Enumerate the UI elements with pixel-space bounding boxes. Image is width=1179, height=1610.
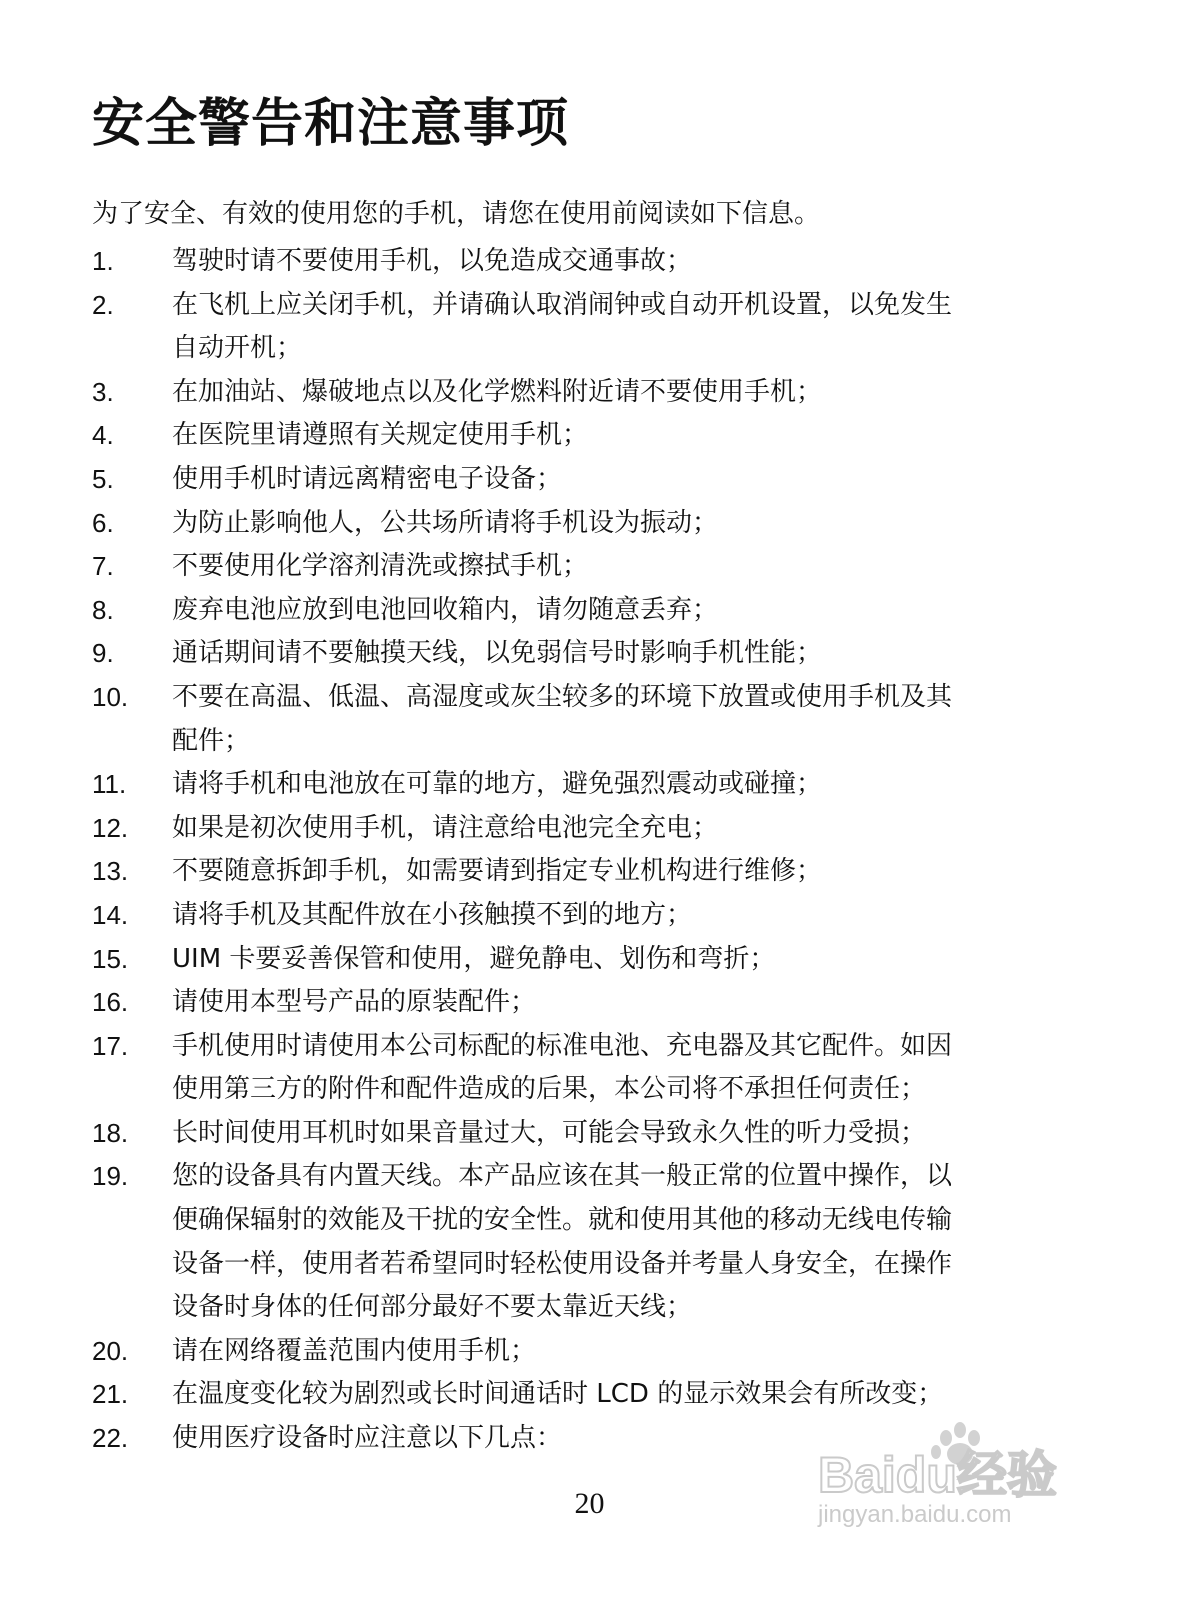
list-item (92, 371, 1082, 415)
item-number: 22. (92, 1423, 129, 1454)
item-text: 在飞机上应关闭手机，并请确认取消闹钟或自动开机设置，以免发生 自动开机； (172, 289, 953, 364)
item-number: 20. (92, 1335, 129, 1366)
list-item (92, 676, 1082, 763)
watermark-url: jingyan.baidu.com (818, 1501, 1012, 1528)
item-number: 3. (92, 376, 114, 407)
item-text: 请使用本型号产品的原装配件； (172, 987, 537, 1018)
item-number: 5. (92, 463, 114, 494)
item-text: 请将手机及其配件放在小孩触摸不到的地方； (172, 899, 693, 930)
item-number: 9. (92, 638, 114, 669)
item-text: 如果是初次使用手机，请注意给电池完全充电； (172, 812, 719, 843)
item-number: 8. (92, 594, 114, 625)
list-item (92, 458, 1082, 502)
item-text: 不要随意拆卸手机，如需要请到指定专业机构进行维修； (172, 856, 823, 887)
list-item (92, 414, 1082, 458)
list-item (92, 894, 1082, 938)
list-item (92, 850, 1082, 894)
item-number: 10. (92, 681, 129, 712)
list-item (92, 1025, 1082, 1112)
item-text: 使用手机时请远离精密电子设备； (172, 463, 563, 494)
item-number: 18. (92, 1117, 129, 1148)
item-text: 长时间使用耳机时如果音量过大，可能会导致永久性的听力受损； (172, 1117, 927, 1148)
item-text: 您的设备具有内置天线。本产品应该在其一般正常的位置中操作，以 便确保辐射的效能及干扰的安全性。就和使用其他的移动无线电传输 设备一样，使用者若希望同时轻松使用设备并考量人身安全，在操作 设备时身体的任何部分最好不要太靠近天线； (172, 1161, 953, 1323)
item-text: UIM 卡要妥善保管和使用，避免静电、划伤和弯折； (172, 943, 776, 974)
list-item (92, 1373, 1082, 1417)
list-item (92, 632, 1082, 676)
item-number: 11. (92, 769, 127, 800)
list-item (92, 1330, 1082, 1374)
item-number: 21. (92, 1379, 129, 1410)
list-item (92, 938, 1082, 982)
list-item (92, 589, 1082, 633)
list-item (92, 1112, 1082, 1156)
item-number: 6. (92, 507, 114, 538)
list-item (92, 502, 1082, 546)
item-number: 16. (92, 987, 129, 1018)
item-text: 驾驶时请不要使用手机，以免造成交通事故； (172, 246, 693, 276)
item-text: 在加油站、爆破地点以及化学燃料附近请不要使用手机； (172, 376, 823, 407)
item-text: 手机使用时请使用本公司标配的标准电池、充电器及其它配件。如因 使用第三方的附件和配件造成的后果，本公司将不承担任何责任； (172, 1030, 953, 1105)
list-item (92, 981, 1082, 1025)
list-item (92, 284, 1082, 371)
item-number: 13. (92, 856, 129, 887)
list-item (92, 763, 1082, 807)
item-number: 2. (92, 289, 114, 320)
item-text: 请将手机和电池放在可靠的地方，避免强烈震动或碰撞； (172, 769, 823, 800)
item-number: 12. (92, 812, 129, 843)
item-text: 废弃电池应放到电池回收箱内，请勿随意丢弃； (172, 594, 719, 625)
item-number: 7. (92, 551, 114, 582)
safety-item-list (92, 240, 1082, 1461)
item-text: 不要使用化学溶剂清洗或擦拭手机； (172, 551, 589, 582)
intro-paragraph: 为了安全、有效的使用您的手机，请您在使用前阅读如下信息。 (92, 199, 821, 229)
list-item (92, 545, 1082, 589)
list-item (92, 1155, 1082, 1329)
page-title: 安全警告和注意事项 (92, 94, 570, 154)
item-text: 为防止影响他人，公共场所请将手机设为振动； (172, 507, 719, 538)
item-text: 在温度变化较为剧烈或长时间通话时 LCD 的显示效果会有所改变； (172, 1379, 944, 1410)
item-text: 请在网络覆盖范围内使用手机； (172, 1335, 537, 1366)
item-number: 19. (92, 1161, 129, 1192)
item-number: 17. (92, 1030, 129, 1061)
item-text: 通话期间请不要触摸天线，以免弱信号时影响手机性能； (172, 638, 823, 669)
item-text: 在医院里请遵照有关规定使用手机； (172, 420, 589, 451)
baidu-jingyan-watermark (814, 1418, 1134, 1528)
item-number: 15. (92, 943, 129, 974)
item-text: 使用医疗设备时应注意以下几点： (172, 1423, 563, 1454)
list-item (92, 807, 1082, 851)
list-item (92, 240, 1082, 284)
item-text: 不要在高温、低温、高湿度或灰尘较多的环境下放置或使用手机及其 配件； (172, 681, 953, 756)
item-number: 4. (92, 420, 114, 451)
page-number: 20 (574, 1487, 605, 1520)
item-number: 14. (92, 899, 129, 930)
watermark-brand: Baidu经验 (818, 1447, 1057, 1503)
item-number: 1. (92, 246, 114, 276)
